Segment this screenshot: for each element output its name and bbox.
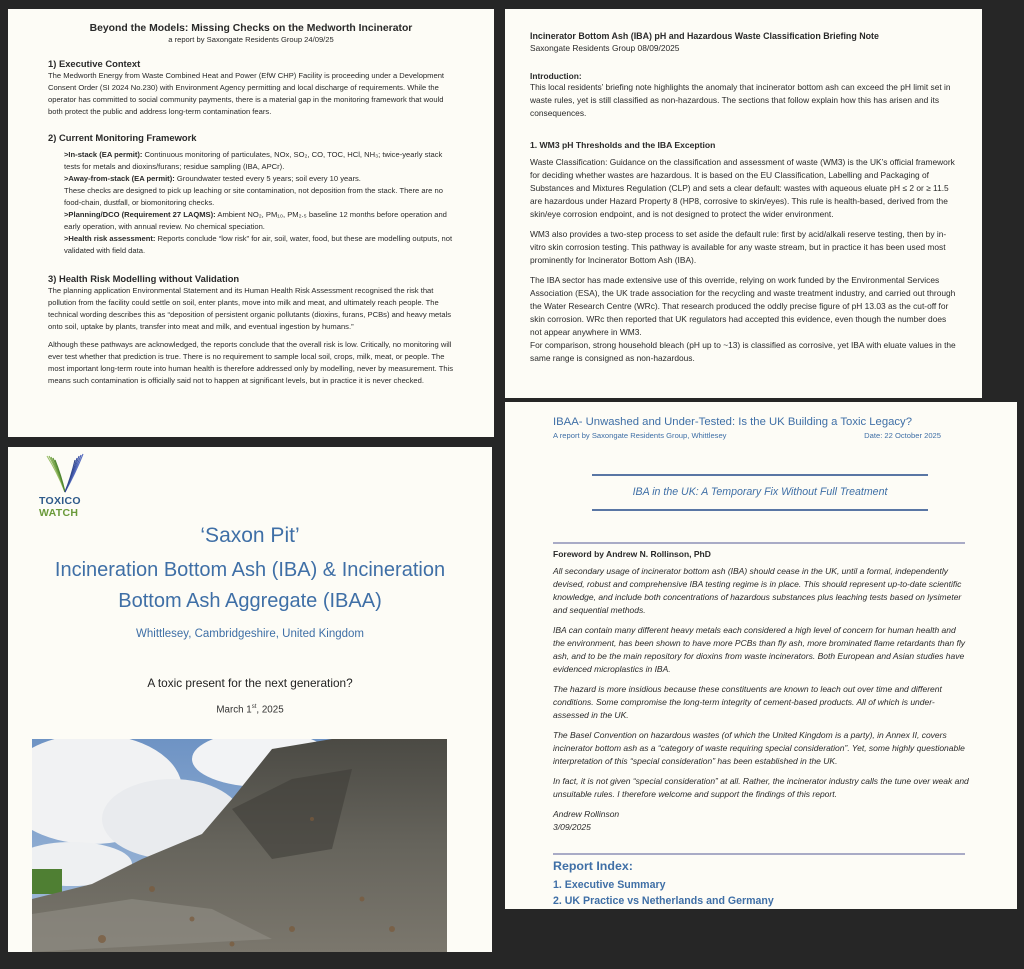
report-page-medworth (8, 9, 494, 437)
list-item (64, 233, 454, 257)
section-paragraph: The IBA sector has made extensive use of this override, relying on work funded by the Environmental Services Association (ESA), the UK trade association for the recycling and waste treatment industry, and carried out through the Water Research Centre (WRc). That research produced the oddly precise figure of pH 13.03 as the cut-off for skin corrosion. WRc then reported that UK regulators had accepted this evidence, even though the number does not appear anywhere in WM3. (530, 275, 956, 337)
report-title-line1: Incineration Bottom Ash (IBA) & Incineration (54, 559, 446, 581)
logo-text-watch: WATCH (39, 507, 79, 519)
report-subtitle: Saxongate Residents Group 08/09/2025 (530, 43, 680, 53)
logo-text-toxico: TOXICO (39, 495, 81, 507)
signature-date: 3/09/2025 (553, 822, 591, 832)
item-text: Continuous monitoring of particulates, NOx, SO₂, CO, TOC, HCl, NH₃; twice-yearly stack tests for metals and dioxins/furans; residue sampling (IBA, APCr). (64, 150, 443, 171)
item-label: >Health risk assessment: (64, 234, 156, 243)
intro-text: This local residents’ briefing note highlights the anomaly that incinerator bottom ash can exceed the pH limit set in waste rules, yet is still classified as non-hazardous. The sections that follow explain how this has arisen and its consequences. (530, 82, 951, 118)
report-title: IBAA- Unwashed and Under-Tested: Is the UK Building a Toxic Legacy? (553, 416, 912, 428)
ash-heap-photo (32, 739, 447, 952)
foreword-body (553, 565, 969, 834)
signature (553, 808, 969, 834)
signature-name: Andrew Rollinson (553, 809, 620, 819)
foreword-paragraph: In fact, it is not given “special consideration” at all. Rather, the incinerator industry calls the tune over weak and unsuitable rules. I therefore welcome and support the findings of this report. (553, 776, 969, 799)
foreword-heading: Foreword by Andrew N. Rollinson, PhD (553, 549, 711, 559)
item-label: >Away-from-stack (EA permit): (64, 174, 175, 183)
report-byline: A report by Saxongate Residents Group, Whittlesey (553, 431, 727, 440)
section-heading: 1) Executive Context (48, 58, 141, 69)
item-text: Reports conclude “low risk” for air, soil, water, food, but these are modelling outputs, not validated with field data. (64, 234, 453, 255)
report-page-ibaa (505, 402, 1017, 909)
report-page-saxon-pit (8, 447, 492, 952)
report-byline-row (553, 431, 941, 440)
foreword-paragraph: All secondary usage of incinerator bottom ash (IBA) should cease in the UK, until a formal, independently devised, robust and comprehensive IBA testing regime is in place. This should represent up-to-date scientific knowledge, and include both concentrations of hazardous substances plus leaching tests based on lysimeter and sequential methods. (553, 566, 962, 615)
report-date (8, 704, 492, 715)
section-paragraph: For comparison, strong household bleach (pH up to ~13) is classified as corrosive, yet IBA with eluate values in the same range is consigned as non-hazardous. (530, 340, 956, 363)
section-paragraph: The planning application Environmental Statement and its Human Health Risk Assessment recognised the risk that pollution from the facility could settle on soil, enter plants, move into milk and meat, and ultimately reach people. The technical wording describes this as “deposition of persistent organic pollutants (dioxins, furans, PCBs) and heavy metals onto soil, uptake by plants, transfer into meat and milk, and eventual ingestion by humans.” (48, 286, 452, 331)
section-paragraph: Although these pathways are acknowledged, the reports conclude that the overall risk is low. Critically, no monitoring will ever test whether that prediction is true. There is no requirement to sample local soil, crops, milk, meat, or people. The most important long-term route into human health is therefore addressed only by modelling, never by measurement. This means such contamination is officially said not to happen at significant levels, but in practice it is never checked. (48, 340, 454, 385)
index-item-uk-practice[interactable]: 2. UK Practice vs Netherlands and Germany (553, 895, 774, 907)
item-text: Groundwater tested every 5 years; soil every 10 years. (174, 174, 361, 183)
list-item (64, 185, 454, 209)
list-item (64, 149, 454, 173)
report-title: Beyond the Models: Missing Checks on the Medworth Incinerator (89, 23, 413, 34)
site-name: ‘Saxon Pit’ (200, 524, 300, 547)
list-item (64, 209, 454, 233)
index-heading: Report Index: (553, 859, 633, 873)
date-year: , 2025 (256, 704, 284, 716)
report-page-iba-ph (505, 9, 982, 398)
item-label: >Planning/DCO (Requirement 27 LAQMS): (64, 210, 216, 219)
section-heading: 1. WM3 pH Thresholds and the IBA Exception (530, 140, 716, 150)
date-month: March 1 (216, 704, 252, 716)
section-paragraph: Waste Classification: Guidance on the classification and assessment of waste (WM3) is the UK’s official framework for deciding whether wastes are hazardous. It is based on the EU Classification, Labelling and Packaging of Substances and Mixtures Regulation (CLP) and sets a clear default: wastes with aqueous eluate pH ≤ 2 or ≥ 11.5 are hazardous under Hazard Property 8 (HP8, corrosive to skin/eyes). This rule is health-based, derived from the skin/eye corrosion endpoint, and is not designed to protect the wider environment. (530, 157, 955, 219)
divider (553, 542, 965, 544)
divider (592, 474, 928, 476)
index-item-executive-summary[interactable]: 1. Executive Summary (553, 879, 666, 891)
monitoring-list (48, 149, 454, 257)
section-heading: 3) Health Risk Modelling without Validation (48, 273, 240, 284)
foreword-paragraph: The Basel Convention on hazardous wastes (of which the United Kingdom is a party), in Annex II, covers incinerator bottom ash as a “category of waste requiring special consideration”. Yet, some highly questionable interpretation of this “special consideration” has been established in the UK. (553, 730, 965, 766)
section-paragraph: WM3 also provides a two-step process to set aside the default rule: first by acid/alkali reserve testing, then by in-vitro skin corrosion testing. This pathway is available for any waste stream, but in practice it has been used most prominently for Incinerator Bottom Ash (IBA). (530, 229, 947, 265)
report-title-line2: Bottom Ash Aggregate (IBAA) (118, 590, 382, 612)
intro-heading: Introduction: (530, 71, 582, 81)
date-suffix: st (251, 704, 257, 710)
item-text: These checks are designed to pick up leaching or site contamination, not deposition from the stack. There are no food-chain, dustfall, or biomonitoring checks. (64, 186, 443, 207)
report-title: Incinerator Bottom Ash (IBA) pH and Hazardous Waste Classification Briefing Note (530, 31, 879, 41)
report-subtitle: a report by Saxongate Residents Group 24/09/25 (168, 35, 334, 44)
tagline: A toxic present for the next generation? (147, 676, 353, 690)
section-text: The Medworth Energy from Waste Combined Heat and Power (EfW CHP) Facility is proceeding under a Development Consent Order (SI 2024 No.230) with Environment Agency permitting and local discharge of requirements. While the operator has committed to social community payments, there is a material gap in the monitoring framework that would both protect the public and address long-term contamination fears. (48, 71, 445, 116)
section-heading: 2) Current Monitoring Framework (48, 132, 197, 143)
location: Whittlesey, Cambridgeshire, United Kingdom (136, 628, 364, 640)
foreword-paragraph: IBA can contain many different heavy metals each considered a high level of concern for human health and the environment, has been shown to have more PCBs than fly ash, more brominated flame retardants than fly ash, and to be the main repository for dioxins from waste incinerators. Both European and Asian studies have evidenced microplastics in IBA. (553, 625, 965, 674)
item-text: Ambient NO₂, PM₁₀, PM₂.₅ baseline 12 months before operation and early operation, with annual review. No chemical speciation. (64, 210, 447, 231)
item-label: >In-stack (EA permit): (64, 150, 143, 159)
list-item (64, 173, 454, 185)
report-date: Date: 22 October 2025 (864, 431, 941, 440)
foreword-paragraph: The hazard is more insidious because these constituents are known to leach out over time and different conditions. Some compromise the long-term integrity of cement-based products. All of which is under-assessed in the UK. (553, 684, 942, 720)
section-title: IBA in the UK: A Temporary Fix Without Full Treatment (632, 486, 888, 498)
divider (553, 853, 965, 855)
divider (592, 509, 928, 511)
